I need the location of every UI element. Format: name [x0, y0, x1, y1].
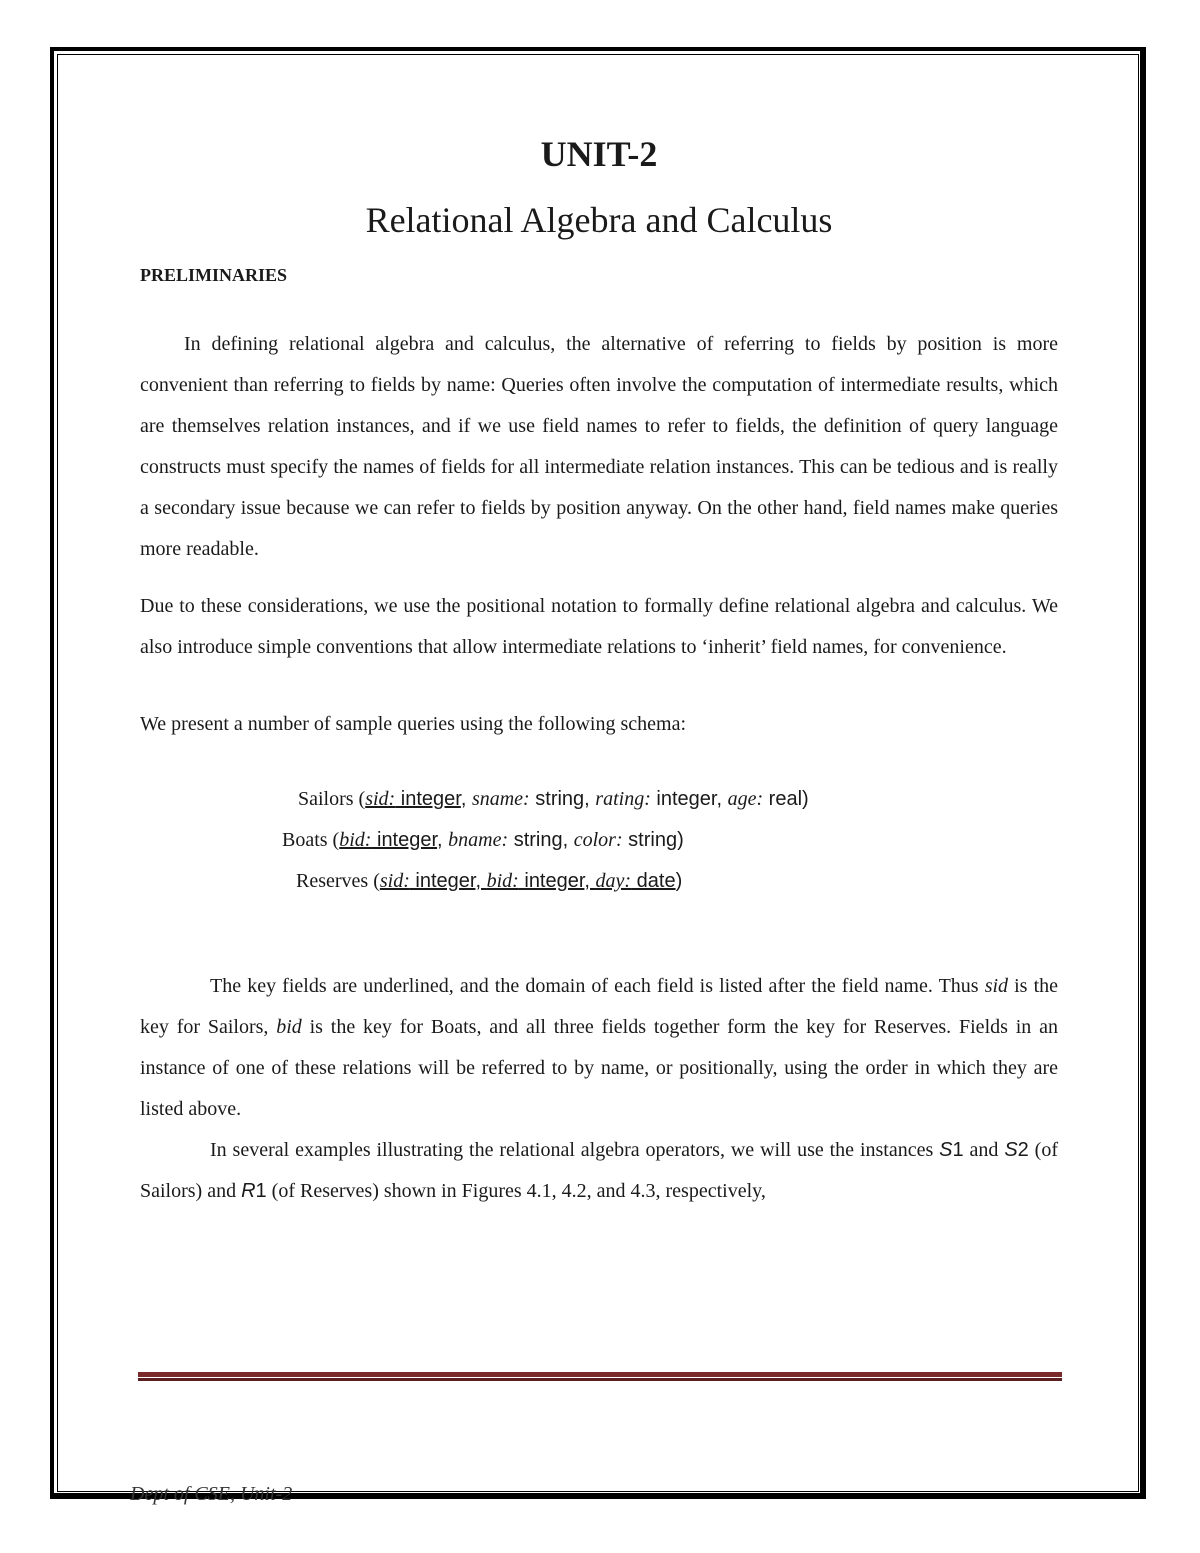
paragraph-key-fields: The key fields are underlined, and the domain of each field is listed after the field name. Thus sid is the key for Sailors, bid is the key for Boats, and all three fields together form the key for Reserves. Fields in an instance of one of these relations will be referred to by name, or positionally, using the order in which they are listed above. [140, 975, 1058, 1120]
schema-boats: Boats (bid: integer, bname: string, color: string) [282, 829, 684, 851]
footer-rule [138, 1372, 1062, 1381]
schema-sailors: Sailors (sid: integer, sname: string, rating: integer, age: real) [298, 788, 809, 810]
paragraph-instances: In several examples illustrating the relational algebra operators, we will use the instances S1 and S2 (of Sailors) and R1 (of Reserves) shown in Figures 4.1, 4.2, and 4.3, respectively, [140, 1139, 1058, 1202]
section-heading: PRELIMINARIES [140, 265, 288, 285]
paragraph-positional-notation: In defining relational algebra and calculus, the alternative of referring to fields by position is more convenient than referring to fields by name: Queries often involve the computation of intermediate results, which are themselves relation instances, and if we use field names to refer to fields, the definition of query language constructs must specify the names of fields for all intermediate relation instances. This can be tedious and is really a secondary issue because we can refer to fields by position anyway. On the other hand, field names make queries more readable. [140, 333, 1058, 560]
schema-reserves: Reserves (sid: integer, bid: integer, day: date) [296, 870, 683, 892]
unit-title: UNIT-2 [540, 134, 658, 174]
schema-block [140, 779, 1058, 902]
paragraph-sample-queries: We present a number of sample queries using the following schema: [140, 713, 687, 735]
footer-rule-bottom [138, 1378, 1062, 1381]
document-body [140, 130, 1058, 1212]
footer-text: Dept of CSE, Unit-2 [130, 1483, 293, 1505]
paragraph-considerations: Due to these considerations, we use the positional notation to formally define relational algebra and calculus. We also introduce simple conventions that allow intermediate relations to ‘inherit’ field names, for convenience. [140, 595, 1058, 658]
subject-title: Relational Algebra and Calculus [365, 200, 833, 240]
